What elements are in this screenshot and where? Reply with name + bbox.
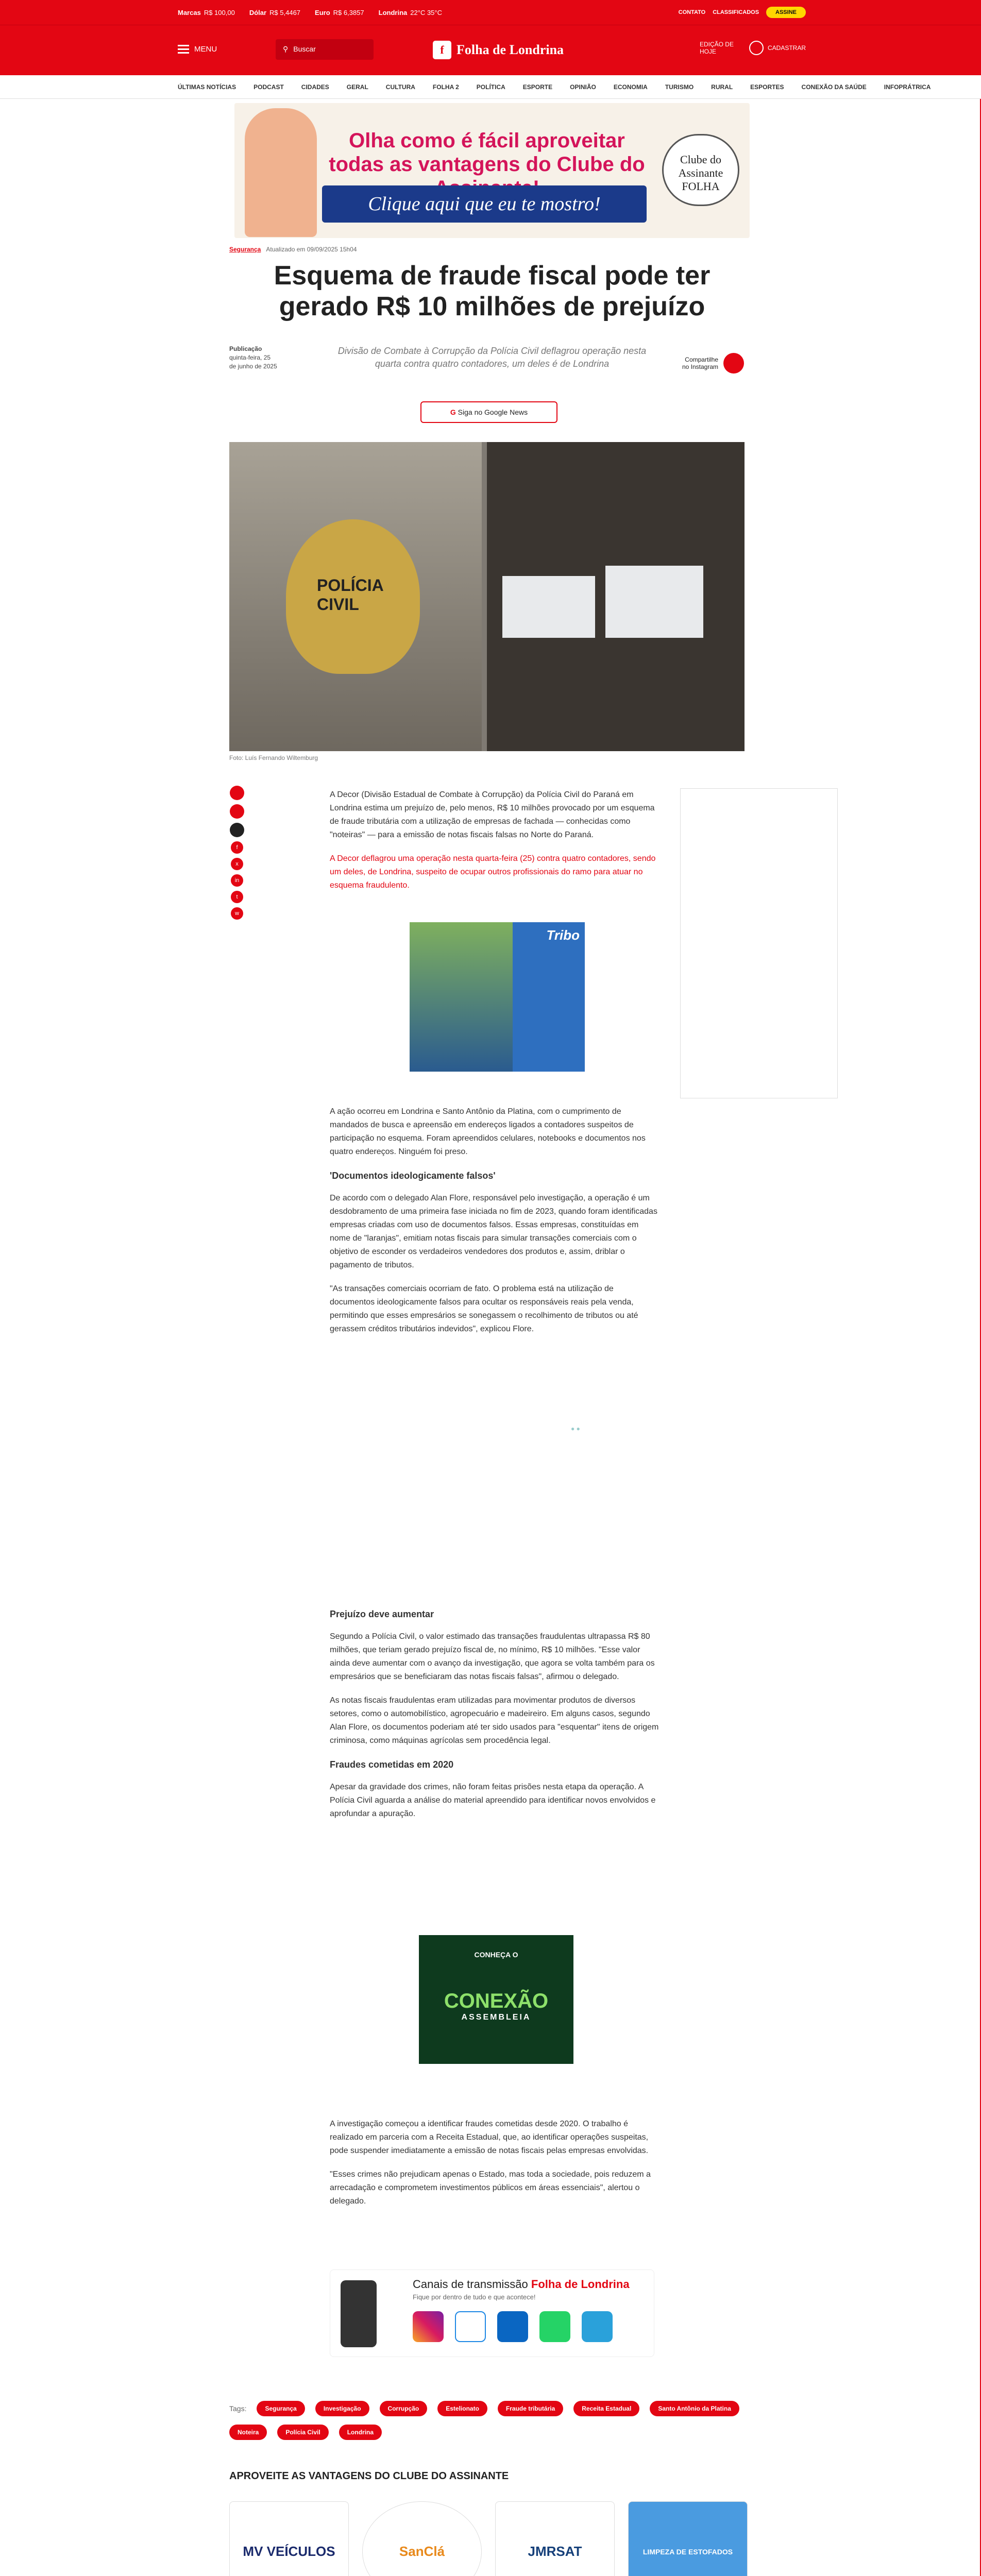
conexao-top: CONHEÇA O: [474, 1951, 518, 1959]
classifieds-link[interactable]: CLASSIFICADOS: [713, 9, 759, 15]
breadcrumb: [229, 246, 357, 253]
telegram-icon[interactable]: t: [231, 891, 243, 903]
tags-label: Tags:: [229, 2404, 247, 2413]
logo-text: Folha de Londrina: [456, 42, 564, 57]
article-body-4: [330, 2117, 659, 2218]
nav-item[interactable]: CULTURA: [385, 83, 415, 91]
nav-item[interactable]: OPINIÃO: [570, 83, 596, 91]
nav-item[interactable]: ÚLTIMAS NOTÍCIAS: [178, 83, 236, 91]
phone-illustration: [341, 2280, 377, 2347]
clube-logo: Clube do Assinante FOLHA: [662, 134, 739, 206]
instagram-share[interactable]: [677, 353, 744, 374]
section-nav: [0, 75, 981, 99]
google-news-button[interactable]: [420, 401, 557, 423]
channels-title: Canais de transmissão Folha de Londrina: [413, 2278, 630, 2291]
user-icon: [749, 41, 764, 55]
clube-banner-ad[interactable]: [234, 103, 750, 238]
edition-link[interactable]: [700, 41, 734, 55]
subheading: 'Documentos ideologicamente falsos': [330, 1171, 496, 1181]
tags-list: [229, 2401, 745, 2440]
publish-label: Publicação: [229, 345, 262, 352]
clube-cards: [229, 2501, 748, 2576]
google-news-icon: G: [450, 408, 456, 416]
ticker-items: [178, 9, 442, 16]
ticker-right: [679, 7, 806, 18]
facebook-icon[interactable]: f: [231, 841, 243, 854]
broadcast-channels: [330, 2269, 654, 2357]
ticker-bar: [0, 0, 981, 25]
paragraph: Segundo a Polícia Civil, o valor estimado das transações fraudulentas ultrapassa R$ 80 milhões, que teriam gerado prejuízo fiscal de, no mínimo, R$ 10 milhões. "Esse valor ainda deve aumentar com o avanço da investigação, que agora se volta também para os empresários que se beneficiaram das notas fiscais falsas", afirmou o delegado.: [330, 1632, 655, 1681]
main-header: [0, 25, 981, 75]
subheading: Fraudes cometidas em 2020: [330, 1759, 454, 1770]
messenger-icon[interactable]: [455, 2311, 486, 2342]
loading-dots: ● ●: [571, 1425, 580, 1432]
tag-chip[interactable]: Investigação: [315, 2401, 369, 2416]
banner-text: Olha como é fácil aproveitar todas as vantagens do Clube do: [329, 129, 645, 176]
search-icon: ⚲: [283, 45, 289, 53]
subscribe-button[interactable]: ASSINE: [766, 7, 806, 18]
ad-image: [410, 922, 513, 1072]
paragraph: A Decor (Divisão Estadual de Combate à Corrupção) da Polícia Civil do Paraná em Londrina estima um prejuízo de, pelo menos, R$ 10 milhões provocado por um esquema de fraude tributária com a utilização de empresas de fachada — conhecidas como "noteiras" — para a emissão de notas fiscais falsas no Norte do Paraná.: [330, 790, 655, 839]
breadcrumb-section[interactable]: Segurança: [229, 246, 261, 253]
paragraph: As notas fiscais fraudulentas eram utilizadas para movimentar produtos de diversos setores, como o automobilístico, agropecuário e madeireiro. Em alguns casos, segundo Alan Flore, os documentos poderiam até ter sido usados para "esquentar" itens de origem criminosa, como máquinas agrícolas sem procedência legal.: [330, 1696, 659, 1745]
twitter-icon[interactable]: x: [231, 858, 243, 870]
login-label: CADASTRAR: [767, 44, 806, 52]
telegram-icon[interactable]: [582, 2311, 613, 2342]
paragraph: "Esses crimes não prejudicam apenas o Estado, mas toda a sociedade, pois reduzem a arrecadação e comprometem investimentos públicos em áreas essenciais", alertou o delegado.: [330, 2170, 651, 2206]
nav-item[interactable]: GERAL: [346, 83, 368, 91]
banner-cta[interactable]: Clique aqui que eu te mostro!: [322, 185, 647, 223]
ticker-item: Londrina 22°C 35°C: [378, 9, 442, 16]
edition-line: HOJE: [699, 48, 716, 55]
instagram-icon: [723, 353, 744, 374]
clube-card[interactable]: [229, 2501, 349, 2576]
instagram-icon[interactable]: [413, 2311, 444, 2342]
documents-image: [487, 442, 745, 751]
tag-chip[interactable]: Receita Estadual: [573, 2401, 639, 2416]
clube-card[interactable]: [495, 2501, 615, 2576]
conexao-ad[interactable]: [419, 1935, 573, 2064]
card-image: MV VEÍCULOS: [229, 2501, 349, 2576]
nav-item[interactable]: INFOPRÁTRICA: [884, 83, 931, 91]
paragraph: De acordo com o delegado Alan Flore, responsável pelo investigação, a operação é um desdobramento de uma primeira fase iniciada no fim de 2023, quando foram identificadas empresas criadas com uso de documentos falsos. Essas empresas, constituídas em nome de "laranjas", emitiam notas fiscais para simular transações comerciais com o objetivo de esconder os verdadeiros vendedores dos produtos e, assim, driblar o pagamento de tributos.: [330, 1194, 657, 1269]
menu-label: MENU: [194, 45, 217, 54]
card-image: JMRSAT: [495, 2501, 615, 2576]
publish-date: quinta-feira, 25 de junho de 2025: [229, 354, 277, 370]
logo-icon: f: [433, 41, 451, 59]
site-logo[interactable]: [433, 41, 564, 59]
whatsapp-icon[interactable]: [539, 2311, 570, 2342]
nav-item[interactable]: ESPORTES: [750, 83, 784, 91]
edition-line: EDIÇÃO DE: [699, 41, 734, 48]
nav-item[interactable]: RURAL: [711, 83, 733, 91]
article-title: Esquema de fraude fiscal pode ter gerado R$ 10 milhões de prejuízo: [274, 261, 711, 321]
share-sidebar: [229, 786, 245, 920]
linkedin-icon[interactable]: [497, 2311, 528, 2342]
article-body-3: [330, 1607, 659, 1831]
nav-item[interactable]: FOLHA 2: [432, 83, 459, 91]
nav-item[interactable]: POLÍTICA: [476, 83, 505, 91]
article-lead: Divisão de Combate à Corrupção da Polícia Civil deflagrou operação nesta quarta contra quatro contadores, um deles é de Londrina: [337, 346, 647, 369]
nav-item[interactable]: PODCAST: [253, 83, 284, 91]
tag-chip[interactable]: Polícia Civil: [277, 2425, 328, 2440]
photo-caption: Foto: Luís Fernando Wiltemburg: [229, 754, 318, 761]
subheading: Prejuízo deve aumentar: [330, 1609, 434, 1619]
conexao-bottom: ASSEMBLEIA: [461, 2013, 531, 2022]
comment-icon[interactable]: [230, 804, 244, 819]
menu-button[interactable]: [178, 43, 217, 56]
tag-chip[interactable]: Fraude tributária: [498, 2401, 563, 2416]
channels-subtitle: Fique por dentro de tudo e que acontece!: [413, 2293, 536, 2301]
google-news-label: Siga no Google News: [458, 408, 528, 416]
whatsapp-icon[interactable]: w: [231, 907, 243, 920]
tag-chip[interactable]: Noteira: [229, 2425, 267, 2440]
share-count-icon[interactable]: [230, 786, 244, 800]
paragraph: A investigação começou a identificar fraudes cometidas desde 2020. O trabalho é realizado em parceria com a Receita Estadual, que, ao identificar operações suspeitas, pode suspender imediatamente a emissão de notas fiscais pelas empresas envolvidas.: [330, 2120, 649, 2155]
tag-chip[interactable]: Londrina: [339, 2425, 382, 2440]
hamburger-icon: [178, 43, 189, 56]
nav-item[interactable]: CONEXÃO DA SAÚDE: [801, 83, 867, 91]
card-image: SanClá: [362, 2501, 482, 2576]
tag-chip[interactable]: Segurança: [257, 2401, 305, 2416]
audio-icon[interactable]: [230, 823, 244, 837]
clube-card[interactable]: [362, 2501, 482, 2576]
clube-heading: APROVEITE AS VANTAGENS DO CLUBE DO ASSINANTE: [229, 2470, 509, 2482]
header-right: [700, 41, 806, 55]
search-placeholder: Buscar: [293, 45, 316, 53]
article-photo: [229, 442, 745, 751]
nav-item[interactable]: ESPORTE: [522, 83, 553, 91]
channels-icons: [413, 2311, 613, 2342]
conexao-main: CONEXÃO: [444, 1990, 549, 2012]
banner-illustration: [245, 108, 317, 237]
nav-item[interactable]: ECONOMIA: [613, 83, 648, 91]
nav-item[interactable]: CIDADES: [301, 83, 329, 91]
clube-card[interactable]: [628, 2501, 748, 2576]
tag-chip[interactable]: Corrupção: [380, 2401, 428, 2416]
article-body-2: [330, 1105, 659, 1346]
publish-meta: [229, 345, 278, 371]
linkedin-icon[interactable]: in: [231, 874, 243, 887]
nav-item[interactable]: TURISMO: [665, 83, 694, 91]
ad-brand: Tribo: [546, 927, 580, 943]
share-label: Compartilhe no Instagram: [682, 356, 718, 370]
login-button[interactable]: [749, 41, 806, 55]
ticker-item: Euro R$ 6,3857: [315, 9, 364, 16]
paragraph: A ação ocorreu em Londrina e Santo Antônio da Platina, com o cumprimento de mandados de busca e apreensão em endereços ligados a contadores suspeitos de participação no esquema. Foram apreendidos celulares, notebooks e documentos nos quatro endereços. Ninguém foi preso.: [330, 1107, 646, 1156]
tag-chip[interactable]: Estelionato: [437, 2401, 487, 2416]
ticker-item: Marcas R$ 100,00: [178, 9, 235, 16]
tag-chip[interactable]: Santo Antônio da Platina: [650, 2401, 739, 2416]
contact-link[interactable]: CONTATO: [678, 9, 706, 15]
updated-date: Atualizado em 09/09/2025 15h04: [266, 246, 357, 253]
search-input[interactable]: [276, 39, 374, 60]
paragraph-highlight: A Decor deflagrou uma operação nesta quarta-feira (25) contra quatro contadores, sendo um deles, de Londrina, suspeito de ocupar outros profissionais do ramo para atuar no esquema fraudulento.: [330, 854, 656, 890]
article-body-1: [330, 788, 659, 903]
inline-ad[interactable]: [410, 922, 585, 1072]
paragraph: "As transações comerciais ocorriam de fato. O problema está na utilização de documentos ideologicamente falsos para ocultar os responsáveis reais pela venda, permitindo que esses empresários se sonegassem o recolhimento de tributos ou até gerassem créditos tributários indevidos", explicou Flore.: [330, 1284, 638, 1333]
ticker-item: Dólar R$ 5,4467: [249, 9, 301, 16]
nav-items: [178, 83, 931, 91]
police-badge-image: POLÍCIA CIVIL: [286, 519, 420, 674]
card-image: LIMPEZA DE ESTOFADOS: [628, 2501, 748, 2576]
sidebar-ad[interactable]: [680, 788, 838, 1098]
paragraph: Apesar da gravidade dos crimes, não foram feitas prisões nesta etapa da operação. A Polícia Civil aguarda a análise do material apreendido para identificar novos envolvidos e aprofundar a apuração.: [330, 1783, 656, 1818]
